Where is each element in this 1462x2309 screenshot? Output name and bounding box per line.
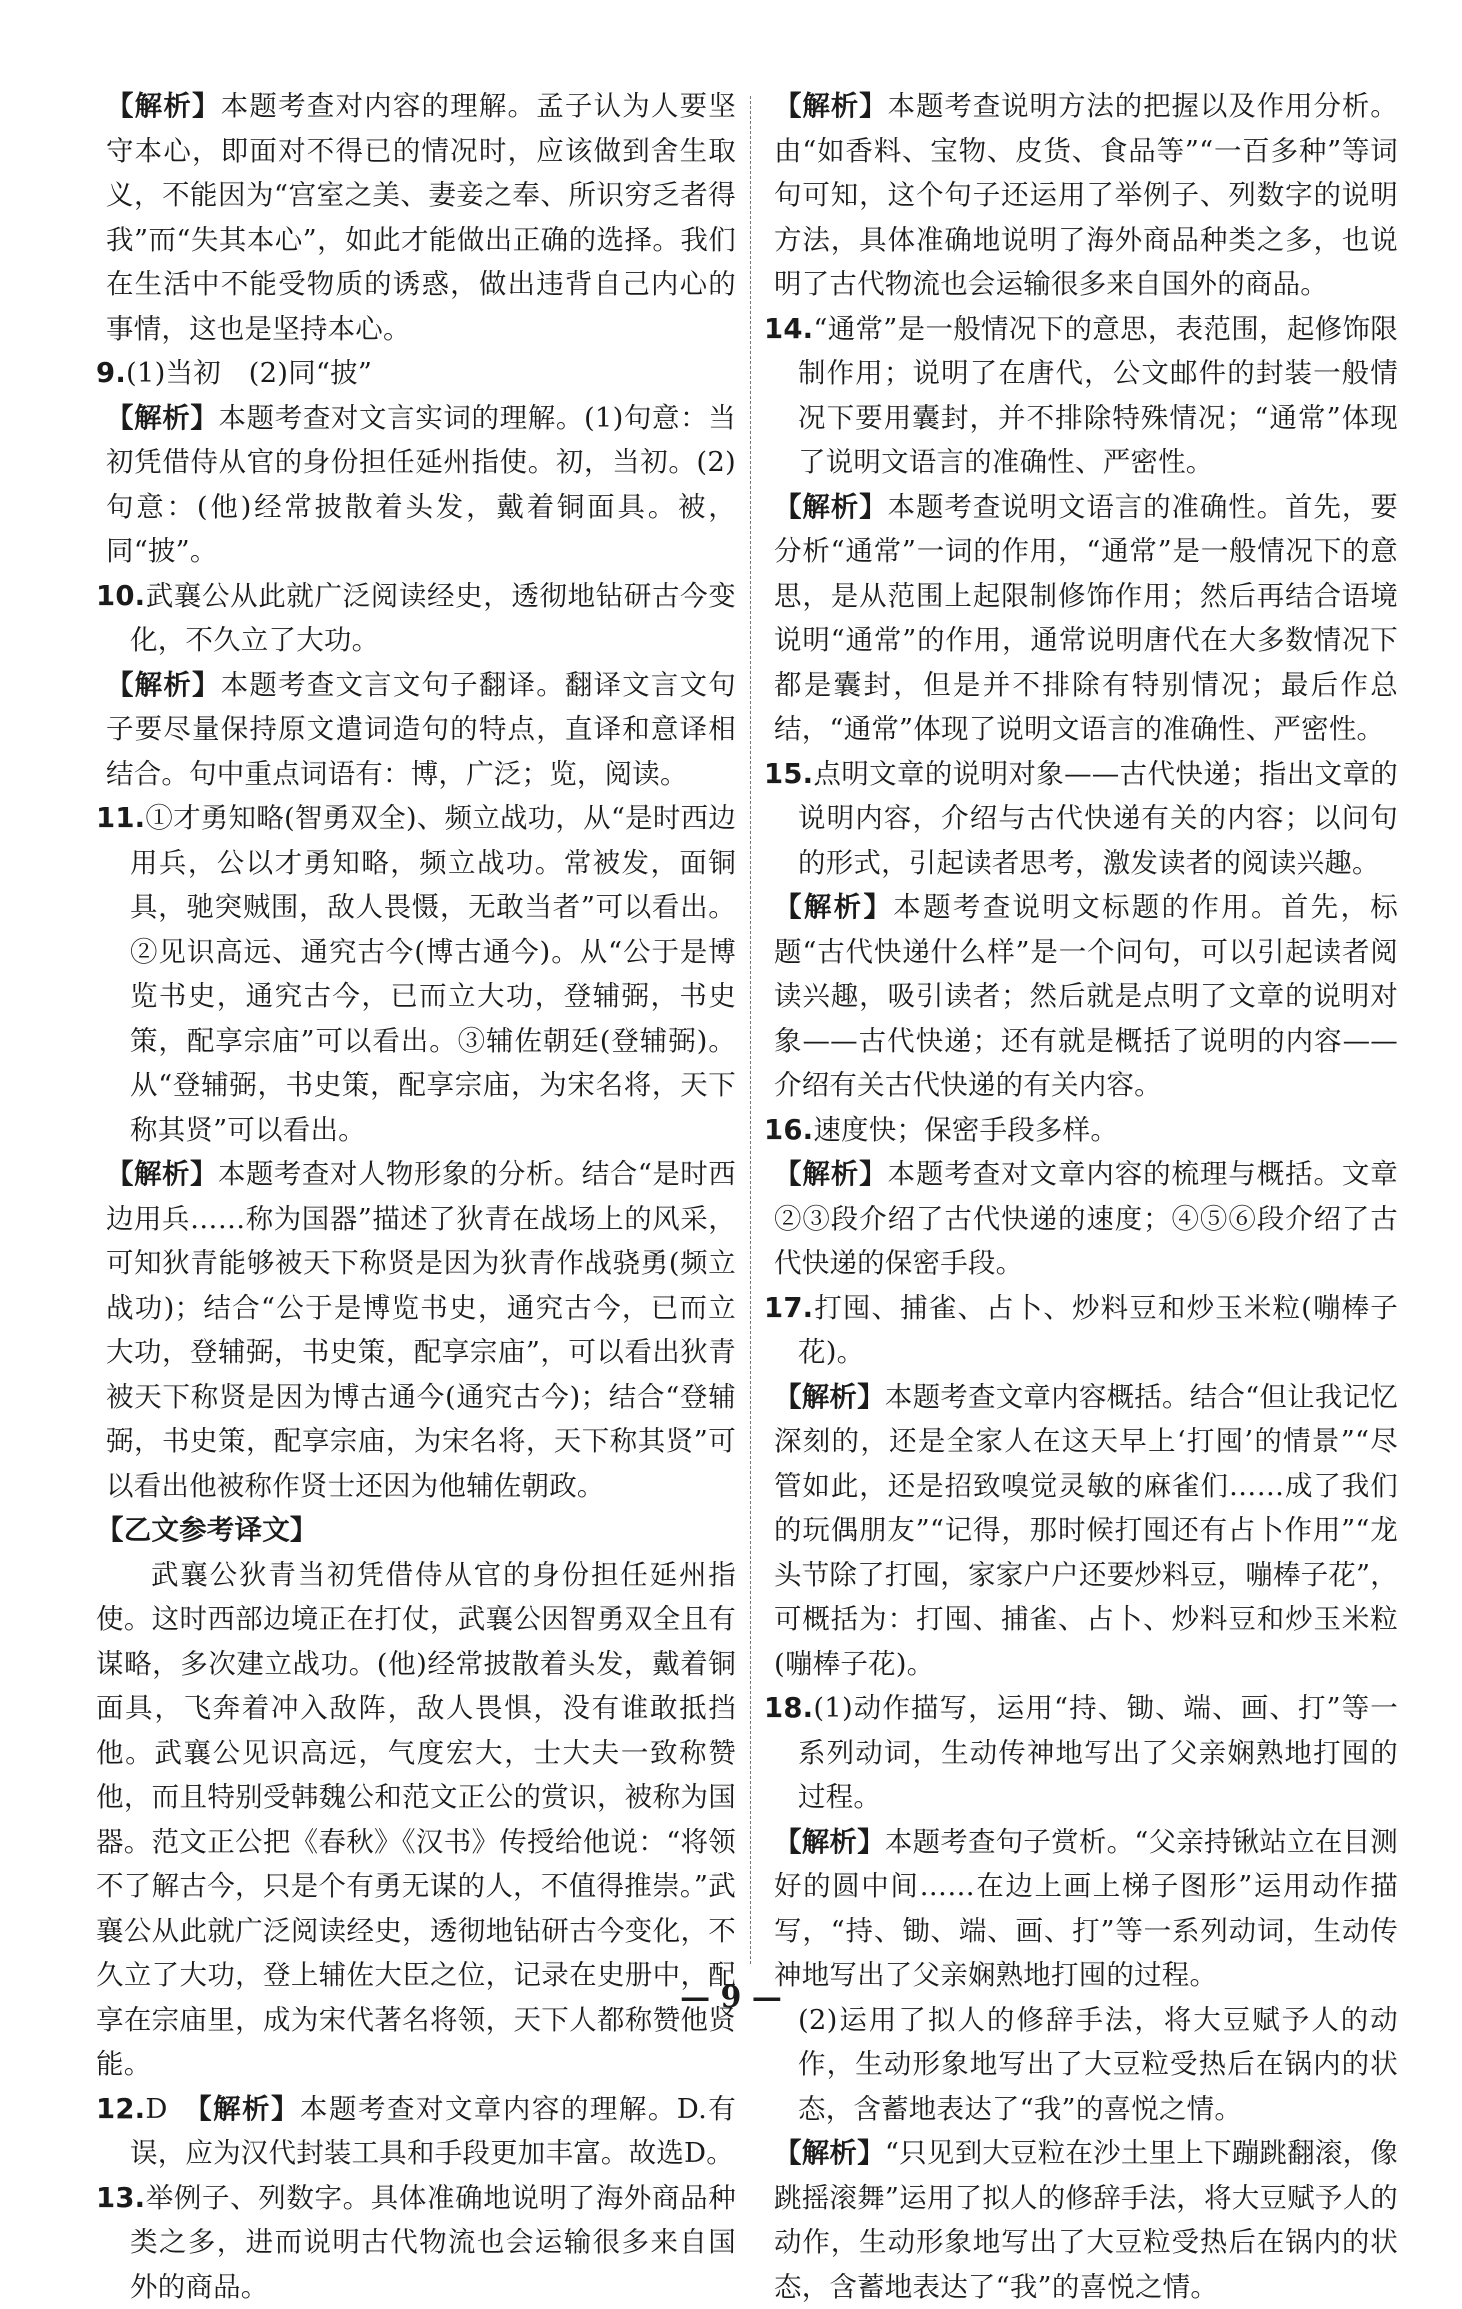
answer-text: D — [145, 2093, 198, 2125]
question-10-answer — [96, 574, 736, 663]
answer-text: 武襄公从此就广泛阅读经史，透彻地钻研古今变化，不久立了大功。 — [130, 580, 736, 657]
question-number: 13. — [96, 2182, 145, 2214]
page-number: — 9 — — [0, 1980, 1462, 2015]
question-12-answer — [96, 2087, 736, 2176]
question-14-answer — [764, 307, 1398, 485]
analysis-q14 — [764, 485, 1398, 752]
answer-text: 打囤、捕雀、占卜、炒料豆和炒玉米粒(嘣棒子花)。 — [798, 1292, 1398, 1369]
question-number: 14. — [764, 313, 813, 345]
analysis-text: 本题考查说明方法的把握以及作用分析。由“如香料、宝物、皮货、食品等”“一百多种”等词句可知，这个句子还运用了举例子、列数字的说明方法，具体准确地说明了海外商品种类之多，也说明了古代物流也会运输很多来自国外的商品。 — [774, 90, 1398, 300]
analysis-text: 本题考查对人物形象的分析。结合“是时西边用兵……称为国器”描述了狄青在战场上的风采，可知狄青能够被天下称贤是因为狄青作战骁勇(频立战功)；结合“公于是博览书史，通究古今，已而立大功，登辅弼，书史策，配享宗庙”，可以看出狄青被天下称贤是因为博古通今(通究古今)；结合“登辅弼，书史策，配享宗庙，为宋名将，天下称其贤”可以看出他被称作贤士还因为他辅佐朝政。 — [106, 1158, 736, 1502]
answer-text: (2)运用了拟人的修辞手法，将大豆赋予人的动作，生动形象地写出了大豆粒受热后在锅内的状态，含蓄地表达了“我”的喜悦之情。 — [798, 2004, 1398, 2125]
analysis-text: 本题考查对文章内容的理解。D.有误，应为汉代封装工具和手段更加丰富。故选D。 — [130, 2093, 736, 2170]
right-column — [764, 84, 1398, 2309]
analysis-q15 — [764, 885, 1398, 1108]
answer-text: 点明文章的说明对象——古代快递；指出文章的说明内容，介绍与古代快递有关的内容；以问句的形式，引起读者思考，激发读者的阅读兴趣。 — [798, 758, 1398, 879]
column-divider — [750, 96, 751, 1964]
answer-text: (1)当初 (2)同“披” — [126, 357, 372, 389]
translation-title: 【乙文参考译文】 — [96, 1508, 736, 1553]
analysis-text: 本题考查说明文标题的作用。首先，标题“古代快递什么样”是一个问句，可以引起读者阅读兴趣，吸引读者；然后就是点明了文章的说明对象——古代快递；还有就是概括了说明的内容——介绍有关古代快递的有关内容。 — [774, 891, 1398, 1101]
analysis-text: 本题考查对文言实词的理解。(1)句意：当初凭借侍从官的身份担任延州指使。初，当初。(2)句意：(他)经常披散着头发，戴着铜面具。被，同“披”。 — [106, 402, 736, 568]
question-15-answer — [764, 752, 1398, 886]
analysis-q13 — [764, 84, 1398, 307]
answer-text: “通常”是一般情况下的意思，表范围，起修饰限制作用；说明了在唐代，公文邮件的封装一般情况下要用囊封，并不排除特殊情况；“通常”体现了说明文语言的准确性、严密性。 — [798, 313, 1398, 479]
question-9-answer — [96, 351, 736, 396]
question-13-answer — [96, 2176, 736, 2309]
analysis-q9 — [96, 396, 736, 574]
answer-text: 速度快；保密手段多样。 — [813, 1114, 1118, 1146]
analysis-text: 本题考查文章内容概括。结合“但让我记忆深刻的，还是全家人在这天早上‘打囤’的情景”“尽管如此，还是招致嗅觉灵敏的麻雀们……成了我们的玩偶朋友”“记得，那时候打囤还有占卜作用”“龙头节除了打囤，家家户户还要炒料豆，嘣棒子花”，可概括为：打囤、捕雀、占卜、炒料豆和炒玉米粒(嘣棒子花)。 — [774, 1381, 1398, 1680]
analysis-text: “只见到大豆粒在沙土里上下蹦跳翻滚，像跳摇滚舞”运用了拟人的修辞手法，将大豆赋予人的动作，生动形象地写出了大豆粒受热后在锅内的状态，含蓄地表达了“我”的喜悦之情。 — [774, 2137, 1398, 2303]
analysis-tag: 【解析】 — [106, 402, 218, 434]
analysis-tag: 【解析】 — [198, 2093, 300, 2125]
analysis-tag: 【解析】 — [774, 1826, 885, 1858]
answer-text: 举例子、列数字。具体准确地说明了海外商品种类之多，进而说明古代物流也会运输很多来自国外的商品。 — [130, 2182, 736, 2303]
analysis-text: 本题考查说明文语言的准确性。首先，要分析“通常”一词的作用，“通常”是一般情况下的意思，是从范围上起限制修饰作用；然后再结合语境说明“通常”的作用，通常说明唐代在大多数情况下都是囊封，但是并不排除有特别情况；最后作总结，“通常”体现了说明文语言的准确性、严密性。 — [774, 491, 1398, 746]
analysis-q18-2 — [764, 2131, 1398, 2309]
analysis-tag: 【解析】 — [774, 90, 888, 122]
analysis-text: 本题考查对内容的理解。孟子认为人要坚守本心，即面对不得已的情况时，应该做到舍生取义，不能因为“宫室之美、妻妾之奉、所识穷乏者得我”而“失其本心”，如此才能做出正确的选择。我们在生活中不能受物质的诱惑，做出违背自己内心的事情，这也是坚持本心。 — [106, 90, 736, 345]
question-number: 9. — [96, 357, 126, 389]
analysis-q11 — [96, 1152, 736, 1508]
analysis-q8 — [96, 84, 736, 351]
analysis-tag: 【解析】 — [774, 491, 888, 523]
analysis-tag: 【解析】 — [774, 891, 893, 923]
question-number: 10. — [96, 580, 145, 612]
question-17-answer — [764, 1286, 1398, 1375]
analysis-tag: 【解析】 — [774, 1158, 888, 1190]
question-16-answer — [764, 1108, 1398, 1153]
question-18-answer-2 — [764, 1998, 1398, 2132]
question-number: 18. — [764, 1692, 813, 1724]
analysis-q16 — [764, 1152, 1398, 1286]
question-number: 15. — [764, 758, 813, 790]
analysis-text: 本题考查对文章内容的梳理与概括。文章②③段介绍了古代快递的速度；④⑤⑥段介绍了古代快递的保密手段。 — [774, 1158, 1398, 1279]
analysis-tag: 【解析】 — [774, 2137, 885, 2169]
analysis-tag: 【解析】 — [774, 1381, 885, 1413]
analysis-tag: 【解析】 — [106, 1158, 218, 1190]
question-number: 11. — [96, 802, 145, 834]
analysis-text: 本题考查句子赏析。“父亲持锹站立在目测好的圆中间……在边上画上梯子图形”运用动作描写，“持、锄、端、画、打”等一系列动词，生动传神地写出了父亲娴熟地打囤的过程。 — [774, 1826, 1398, 1992]
question-11-answer — [96, 796, 736, 1152]
analysis-tag: 【解析】 — [106, 90, 221, 122]
analysis-tag: 【解析】 — [106, 669, 221, 701]
question-number: 12. — [96, 2093, 145, 2125]
answer-text: (1)动作描写，运用“持、锄、端、画、打”等一系列动词，生动传神地写出了父亲娴熟地打囤的过程。 — [798, 1692, 1398, 1813]
translation-text: 武襄公狄青当初凭借侍从官的身份担任延州指使。这时西部边境正在打仗，武襄公因智勇双全且有谋略，多次建立战功。(他)经常披散着头发，戴着铜面具，飞奔着冲入敌阵，敌人畏惧，没有谁敢抵挡他。武襄公见识高远，气度宏大，士大夫一致称赞他，而且特别受韩魏公和范文正公的赏识，被称为国器。范文正公把《春秋》《汉书》传授给他说：“将领不了解古今，只是个有勇无谋的人，不值得推崇。”武襄公从此就广泛阅读经史，透彻地钻研古今变化，不久立了大功，登上辅佐大臣之位，记录在史册中，配享在宗庙里，成为宋代著名将领，天下人都称赞他贤能。 — [96, 1553, 736, 2087]
analysis-q17 — [764, 1375, 1398, 1687]
question-number: 16. — [764, 1114, 813, 1146]
left-column — [96, 84, 736, 2309]
analysis-text: 本题考查文言文句子翻译。翻译文言文句子要尽量保持原文遣词造句的特点，直译和意译相结合。句中重点词语有：博，广泛；览，阅读。 — [106, 669, 736, 790]
analysis-q10 — [96, 663, 736, 797]
question-number: 17. — [764, 1292, 813, 1324]
analysis-q18-1 — [764, 1820, 1398, 1998]
answer-text: ①才勇知略(智勇双全)、频立战功，从“是时西边用兵，公以才勇知略，频立战功。常被发，面铜具，驰突贼围，敌人畏慑，无敢当者”可以看出。②见识高远、通究古今(博古通今)。从“公于是博览书史，通究古今，已而立大功，登辅弼，书史策，配享宗庙”可以看出。③辅佐朝廷(登辅弼)。从“登辅弼，书史策，配享宗庙，为宋名将，天下称其贤”可以看出。 — [130, 802, 736, 1146]
question-18-answer-1 — [764, 1686, 1398, 1820]
